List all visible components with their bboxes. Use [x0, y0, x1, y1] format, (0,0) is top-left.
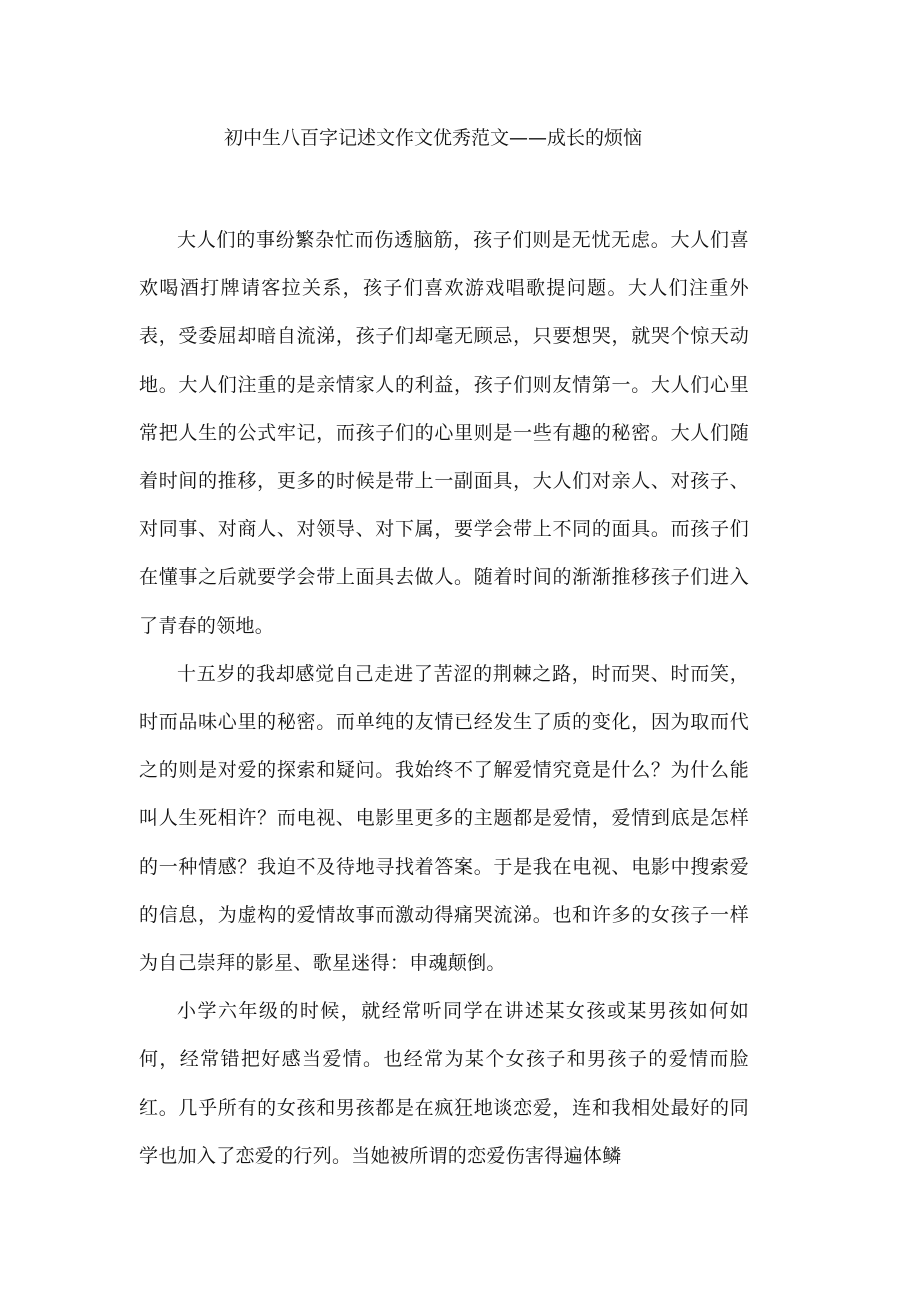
document-body [139, 216, 749, 1180]
paragraph-2: 十五岁的我却感觉自己走进了苦涩的荆棘之路，时而哭、时而笑，时而品味心里的秘密。而单纯的友情已经发生了质的变化，因为取而代之的则是对爱的探索和疑问。我始终不了解爱情究竟是什么？为什么能叫人生死相许？而电视、电影里更多的主题都是爱情，爱情到底是怎样的一种情感？我迫不及待地寻找着答案。于是我在电视、电影中搜索爱的信息，为虚构的爱情故事而激动得痛哭流涕。也和许多的女孩子一样为自己崇拜的影星、歌星迷得：申魂颠倒。 [139, 662, 749, 975]
paragraph-1: 大人们的事纷繁杂忙而伤透脑筋，孩子们则是无忧无虑。大人们喜欢喝酒打牌请客拉关系，孩子们喜欢游戏唱歌提问题。大人们注重外表，受委屈却暗自流涕，孩子们却毫无顾忌，只要想哭，就哭个惊天动地。大人们注重的是亲情家人的利益，孩子们则友情第一。大人们心里常把人生的公式牢记，而孩子们的心里则是一些有趣的秘密。大人们随着时间的推移，更多的时候是带上一副面具，大人们对亲人、对孩子、对同事、对商人、对领导、对下属，要学会带上不同的面具。而孩子们在懂事之后就要学会带上面具去做人。随着时间的渐渐推移孩子们进入了青春的领地。 [139, 229, 749, 637]
paragraph-3: 小学六年级的时候，就经常听同学在讲述某女孩或某男孩如何如何，经常错把好感当爱情。也经常为某个女孩子和男孩子的爱情而脸红。几乎所有的女孩和男孩都是在疯狂地谈恋爱，连和我相处最好的同学也加入了恋爱的行列。当她被所谓的恋爱伤害得遍体鳞 [139, 1000, 749, 1167]
document-title: 初中生八百字记述文作文优秀范文——成长的烦恼 [223, 127, 642, 149]
